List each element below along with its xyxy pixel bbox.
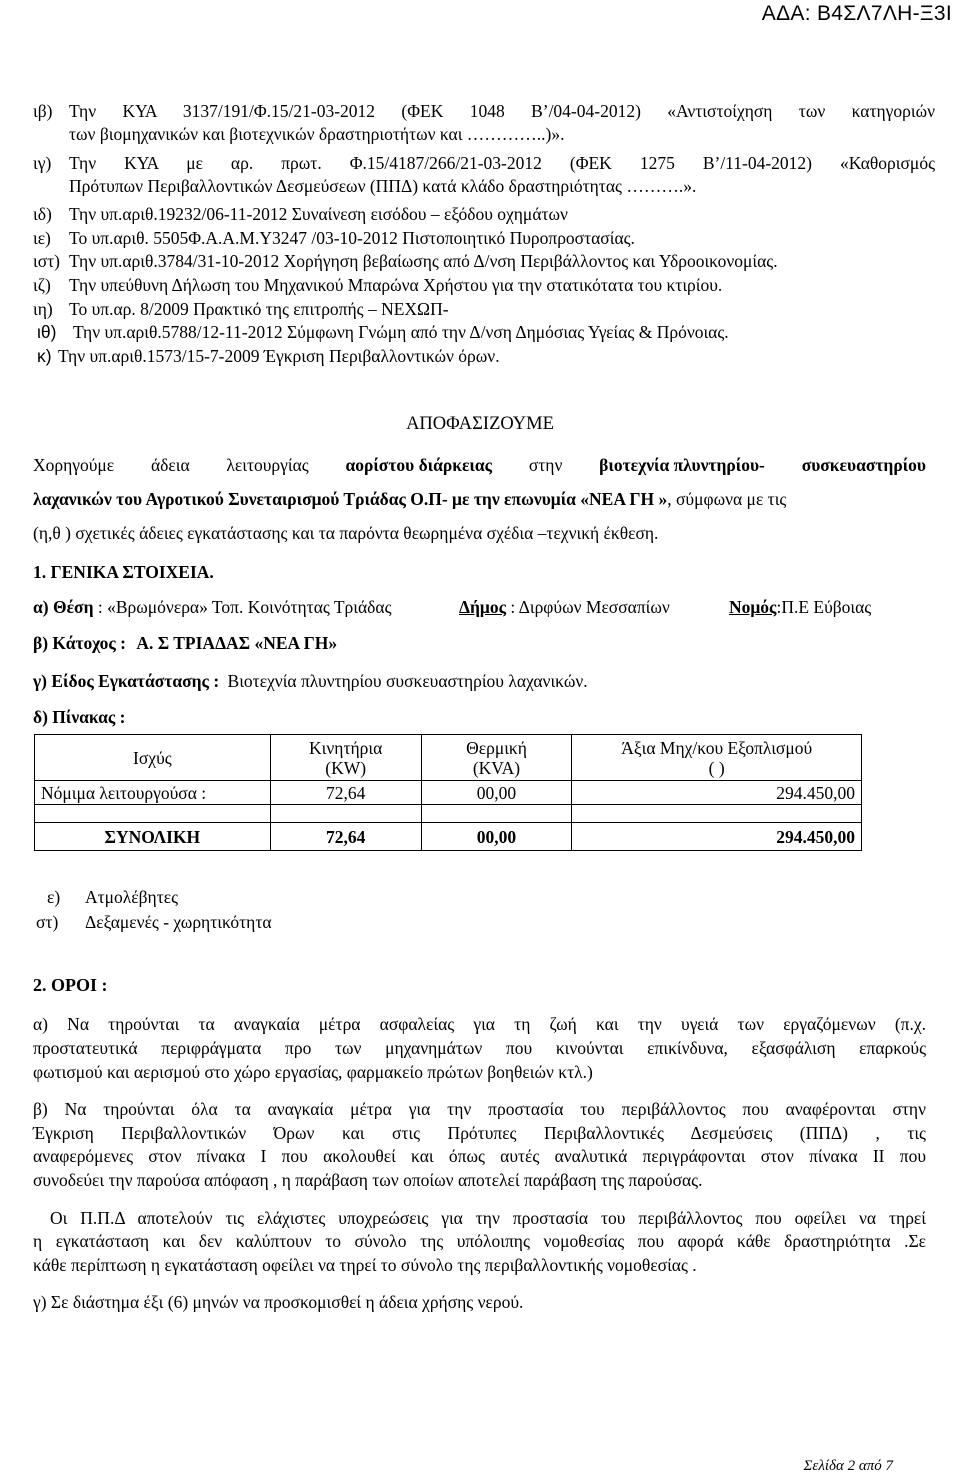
term-b-line: Έγκριση Περιβαλλοντικών Όρων και στις Πρότυπες Περιβαλλοντικές Δεσμεύσεις (ΠΠΔ) , τις	[33, 1123, 926, 1143]
ref-text: Το υπ.αριθ. 5505Φ.Α.Α.Μ.Υ3247 /03-10-2012 Πιστοποιητικό Πυροπροστασίας.	[69, 228, 635, 248]
header-axia-unit: ( )	[708, 757, 725, 778]
holder-value: Α. Σ ΤΡΙΑΔΑΣ «ΝΕΑ ΓΗ»	[136, 633, 338, 653]
term-a-line: προστατευτικά περιφράγματα προ των μηχανημάτων που κινούνται επικίνδυνα, εξασφάλιση επαρκούς	[33, 1038, 926, 1058]
ref-text: Την υπ.αριθ.19232/06-11-2012 Συναίνεση εισόδου – εξόδου οχημάτων	[69, 204, 568, 224]
ref-text: Την ΚΥΑ 3137/191/Φ.15/21-03-2012 (ΦΕΚ 1048 Β’/04-04-2012) «Αντιστοίχηση των κατηγοριών	[69, 101, 935, 121]
term-b-line: αναφερόμενες στον πίνακα Ι που ακολουθεί και όπως αυτές αναλυτικά περιγράφονται στον πίνακα ΙΙ που	[33, 1146, 926, 1166]
total-kin: 72,64	[270, 823, 421, 851]
decision-heading: ΑΠΟΦΑΣΙΖΟΥΜΕ	[406, 414, 554, 434]
item-text: Δεξαμενές - χωρητικότητα	[85, 912, 272, 932]
section-2-title: 2. ΟΡΟΙ :	[33, 975, 108, 995]
term-b-line: β) Να τηρούνται όλα τα αναγκαία μέτρα για την προστασία του περιβάλλοντος που αναφέρονται στην	[33, 1099, 926, 1119]
decision-word: άδεια	[150, 455, 190, 475]
item-label: στ)	[36, 912, 59, 932]
ref-text: Την υπ.αριθ.1573/15-7-2009 Έγκριση Περιβαλλοντικών όρων.	[58, 346, 500, 366]
ref-text: Την υπεύθυνη Δήλωση του Μηχανικού Μπαρώνα Χρήστου για την στατικότατα του κτιρίου.	[69, 275, 723, 295]
ref-text: Την υπ.αριθ.3784/31-10-2012 Χορήγηση βεβαίωσης από Δ/νση Περιβάλλοντος και Υδροοικονομίας.	[69, 251, 778, 271]
location-label: α) Θέση	[33, 597, 94, 617]
term-b2-line: κάθε περίπτωση η εγκατάσταση οφείλει να τηρεί το σύνολο της περιβαλλοντικής νομοθεσίας .	[33, 1255, 697, 1275]
term-a-line: α) Να τηρούνται τα αναγκαία μέτρα ασφαλείας για τη ζωή και την υγειά των εργαζόμενων (π.χ.	[33, 1014, 926, 1034]
dimos-value: : Διρφύων Μεσσαπίων	[510, 597, 670, 617]
page-number: Σελίδα 2 από 7	[803, 1458, 893, 1474]
ref-label: ιη)	[33, 299, 53, 319]
ref-text: Το υπ.αρ. 8/2009 Πρακτικό της επιτροπής – ΝΕΧΩΠ-	[69, 299, 449, 319]
ref-text: Την ΚΥΑ με αρ. πρωτ. Φ.15/4187/266/21-03-2012 (ΦΕΚ 1275 Β’/11-04-2012) «Καθορισμός	[69, 153, 935, 173]
decision-holder: λαχανικών του Αγροτικού Συνεταιρισμού Τριάδας Ο.Π- με την επωνυμία «ΝΕΑ ΓΗ »	[33, 489, 668, 509]
table-label: δ) Πίνακας :	[33, 707, 126, 727]
decision-line-3: (η,θ ) σχετικές άδειες εγκατάστασης και τα παρόντα θεωρημένα σχέδια –τεχνική έκθεση.	[33, 523, 659, 543]
ref-text: Πρότυπων Περιβαλλοντικών Δεσμεύσεων (ΠΠΔ) κατά κλάδο δραστηριότητας ……….».	[69, 176, 697, 196]
header-axia	[572, 735, 862, 781]
ref-label: ιβ)	[33, 101, 53, 121]
row-label: Νόμιμα λειτουργούσα :	[35, 781, 271, 805]
dimos-label: Δήμος	[459, 597, 506, 617]
ref-text: των βιομηχανικών και βιοτεχνικών δραστηριοτήτων και …………..)».	[69, 124, 565, 144]
total-axia: 294.450,00	[572, 823, 862, 851]
type-value: Βιοτεχνία πλυντηρίου συσκευαστηρίου λαχανικών.	[227, 671, 588, 691]
ref-label: ιστ)	[33, 251, 61, 271]
ref-label: ιδ)	[33, 204, 52, 224]
location-line	[33, 599, 392, 617]
header-thermiki	[421, 735, 572, 781]
total-label: ΣΥΝΟΛΙΚΗ	[35, 823, 271, 851]
header-thermiki-unit: (KVA)	[472, 757, 521, 778]
item-text: Ατμολέβητες	[85, 887, 179, 907]
total-therm: 00,00	[421, 823, 572, 851]
header-thermiki-title: Θερμική	[466, 737, 527, 758]
term-b2-line: Οι Π.Π.Δ αποτελούν τις ελάχιστες υποχρεώσεις για την προστασία του περιβάλλοντος που οφείλει να τηρεί	[50, 1208, 926, 1228]
term-b-line: συνοδεύει την παρούσα απόφαση , η παράβαση των οποίων αποτελεί παράβαση της παρούσας.	[33, 1170, 703, 1190]
table-header-row	[35, 735, 862, 781]
decision-line-2	[33, 491, 786, 509]
term-a-line: φωτισμού και αερισμού στο χώρο εργασίας, φαρμακείο πρώτων βοηθειών κτλ.)	[33, 1062, 593, 1082]
power-table	[34, 734, 862, 851]
decision-duration: αορίστου διάρκειας	[345, 455, 493, 475]
decision-facility: βιοτεχνία πλυντηρίου-	[599, 455, 765, 475]
header-kinitiria-title: Κινητήρια	[309, 737, 383, 758]
location-text: : «Βρωμόνερα» Τοπ. Κοινότητας Τριάδας	[97, 597, 392, 617]
row-axia: 294.450,00	[572, 781, 862, 805]
type-label: γ) Είδος Εγκατάστασης :	[33, 671, 220, 691]
header-kinitiria	[270, 735, 421, 781]
table-total-row	[35, 823, 862, 851]
header-isxys: Ισχύς	[35, 735, 271, 781]
holder-line	[33, 635, 337, 653]
table-spacer-row	[35, 805, 862, 823]
decision-word: Χορηγούμε	[33, 455, 115, 475]
row-kin: 72,64	[270, 781, 421, 805]
decision-facility: συσκευαστηρίου	[801, 455, 926, 475]
type-line	[33, 673, 588, 691]
item-label: ε)	[47, 887, 61, 907]
term-c-line: γ) Σε διάστημα έξι (6) μηνών να προσκομισθεί η άδεια χρήσης νερού.	[33, 1292, 524, 1312]
nomos-label: Νομός	[729, 597, 777, 617]
ref-label: ιγ)	[33, 153, 52, 173]
ref-label: ιε)	[33, 228, 51, 248]
nomos-value: :Π.Ε Εύβοιας	[776, 597, 872, 617]
decision-word: στην	[528, 455, 563, 475]
holder-label: β) Κάτοχος :	[33, 633, 126, 653]
term-b2-line: η εγκατάσταση και δεν καλύπτουν το σύνολο της υπόλοιπης νομοθεσίας που αφορά κάθε δραστηριότητα .Σε	[33, 1231, 926, 1251]
decision-line-1	[33, 457, 926, 475]
nomos-line	[729, 599, 871, 617]
ref-label: κ)	[37, 346, 52, 366]
table-row	[35, 781, 862, 805]
ref-label: ιθ)	[37, 322, 57, 342]
section-1-title: 1. ΓΕΝΙΚΑ ΣΤΟΙΧΕΙΑ.	[33, 562, 214, 582]
ada-code: ΑΔΑ: Β4ΣΛ7ΛΗ-Ξ3Ι	[761, 2, 952, 25]
header-axia-title: Άξια Μηχ/κου Εξοπλισμού	[621, 737, 813, 758]
ref-label: ιζ)	[33, 275, 51, 295]
decision-text: , σύμφωνα με τις	[667, 489, 787, 509]
decision-word: λειτουργίας	[226, 455, 309, 475]
dimos-line	[459, 599, 670, 617]
row-therm: 00,00	[421, 781, 572, 805]
header-kinitiria-unit: (KW)	[325, 757, 367, 778]
ref-text: Την υπ.αριθ.5788/12-11-2012 Σύμφωνη Γνώμη από την Δ/νση Δημόσιας Υγείας & Πρόνοιας.	[73, 322, 729, 342]
